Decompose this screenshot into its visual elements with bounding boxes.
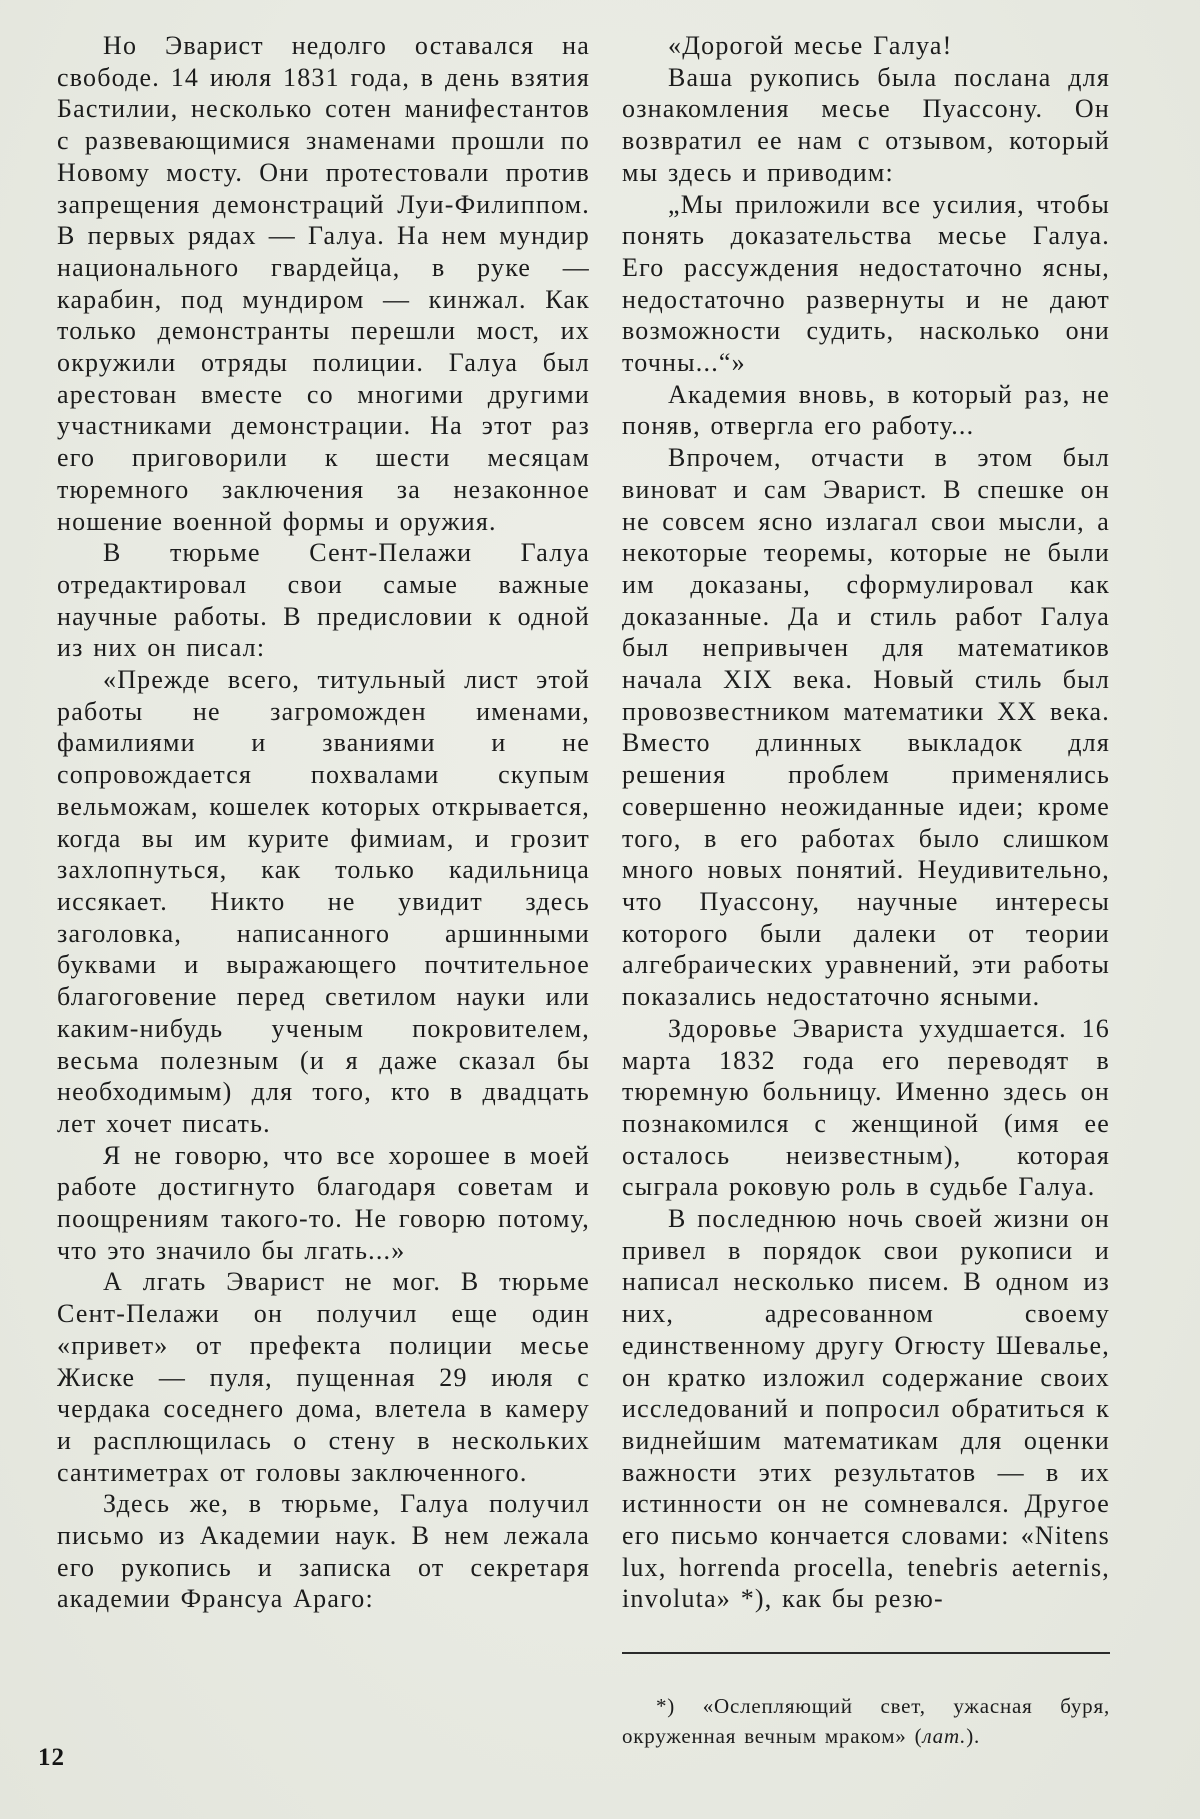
paragraph: Ваша рукопись была послана для ознакомления месье Пуассону. Он возвратил ее нам с отзывом, который мы здесь и приводим: [622, 62, 1110, 187]
paragraph: Но Эварист недолго оставался на свободе. 14 июля 1831 года, в день взятия Бастилии, несколько сотен манифестантов с развевающимися знаменами прошли по Новому мосту. Они протестовали против запрещения демонстраций Луи-Филиппом. В первых рядах — Галуа. На нем мундир национального гвардейца, в руке — карабин, под мундиром — кинжал. Как только демонстранты перешли мост, их окружили отряды полиции. Галуа был арестован вместе со многими другими участниками демонстрации. На этот раз его приговорили к шести месяцам тюремного заключения за незаконное ношение военной формы и оружия. [57, 31, 590, 536]
paragraph: Академия вновь, в который раз, не поняв, отвергла его работу... [622, 379, 1110, 441]
page-number: 12 [38, 1744, 65, 1771]
paragraph: Я не говорю, что все хорошее в моей работе достигнуто благодаря советам и поощрениям такого-то. Не говорю потому, что это значило бы лгать...» [57, 1140, 590, 1265]
paragraph: «Прежде всего, титульный лист этой работы не загроможден именами, фамилиями и званиями и не сопровождается похвалами скупым вельможам, кошелек которых открывается, когда вы им курите фимиам, и грозит захлопнуться, как только кадильница иссякает. Никто не увидит здесь заголовка, написанного аршинными буквами и выражающего почтительное благоговение перед светилом науки или каким-нибудь ученым покровителем, весьма полезным (и я даже сказал бы необходимым) для того, кто в двадцать лет хочет писать. [57, 665, 590, 1138]
footnote-text-end: ). [966, 1724, 981, 1748]
left-text-column [57, 30, 590, 1615]
footnote-text-start: *) «Ослепляющий свет, ужасная буря, окруженная вечным мраком» ( [622, 1694, 1110, 1748]
footnote-latin-label: лат. [922, 1724, 967, 1748]
paragraph: Впрочем, отчасти в этом был виноват и сам Эварист. В спешке он не совсем ясно излагал свои мысли, а некоторые теоремы, которые не были им доказаны, сформулировал как доказанные. Да и стиль работ Галуа был непривычен для математиков начала XIX века. Новый стиль был провозвестником математики XX века. Вместо длинных выкладок для решения проблем применялись совершенно неожиданные идеи; кроме того, в его работах было слишком много новых понятий. Неудивительно, что Пуассону, научные интересы которого были далеки от теории алгебраических уравнений, эти работы показались недостаточно ясными. [622, 443, 1110, 1012]
paragraph: В тюрьме Сент-Пелажи Галуа отредактировал свои самые важные научные работы. В предисловии к одной из них он писал: [57, 538, 590, 663]
paragraph: А лгать Эварист не мог. В тюрьме Сент-Пелажи он получил еще один «привет» от префекта полиции месье Жиске — пуля, пущенная 29 июля с чердака соседнего дома, влетела в камеру и расплющилась о стену в нескольких сантиметрах от головы заключенного. [57, 1267, 590, 1487]
paragraph: „Мы приложили все усилия, чтобы понять доказательства месье Галуа. Его рассуждения недостаточно ясны, недостаточно развернуты и не дают возможности судить, насколько они точны...“» [622, 189, 1110, 378]
right-text-column [622, 30, 1110, 1615]
footnote-area [622, 1652, 1110, 1751]
footnote [622, 1691, 1110, 1751]
paragraph: В последнюю ночь своей жизни он привел в порядок свои рукописи и написал несколько писем. В одном из них, адресованном своему единственному другу Огюсту Шевалье, он кратко изложил содержание своих исследований и попросил обратиться к виднейшим математикам для оценки важности этих результатов — в их истинности он не сомневался. Другое его письмо кончается словами: «Nitens lux, horrenda procella, tenebris aeternis, involuta» *), как бы резю- [622, 1204, 1110, 1614]
paragraph: «Дорогой месье Галуа! [668, 31, 953, 60]
paragraph: Здоровье Эвариста ухудшается. 16 марта 1832 года его переводят в тюремную больницу. Именно здесь он познакомился с женщиной (имя ее осталось неизвестным), которая сыграла роковую роль в судьбе Галуа. [622, 1013, 1110, 1202]
paragraph: Здесь же, в тюрьме, Галуа получил письмо из Академии наук. В нем лежала его рукопись и записка от секретаря академии Франсуа Араго: [57, 1489, 590, 1614]
footnote-divider [622, 1652, 1110, 1654]
